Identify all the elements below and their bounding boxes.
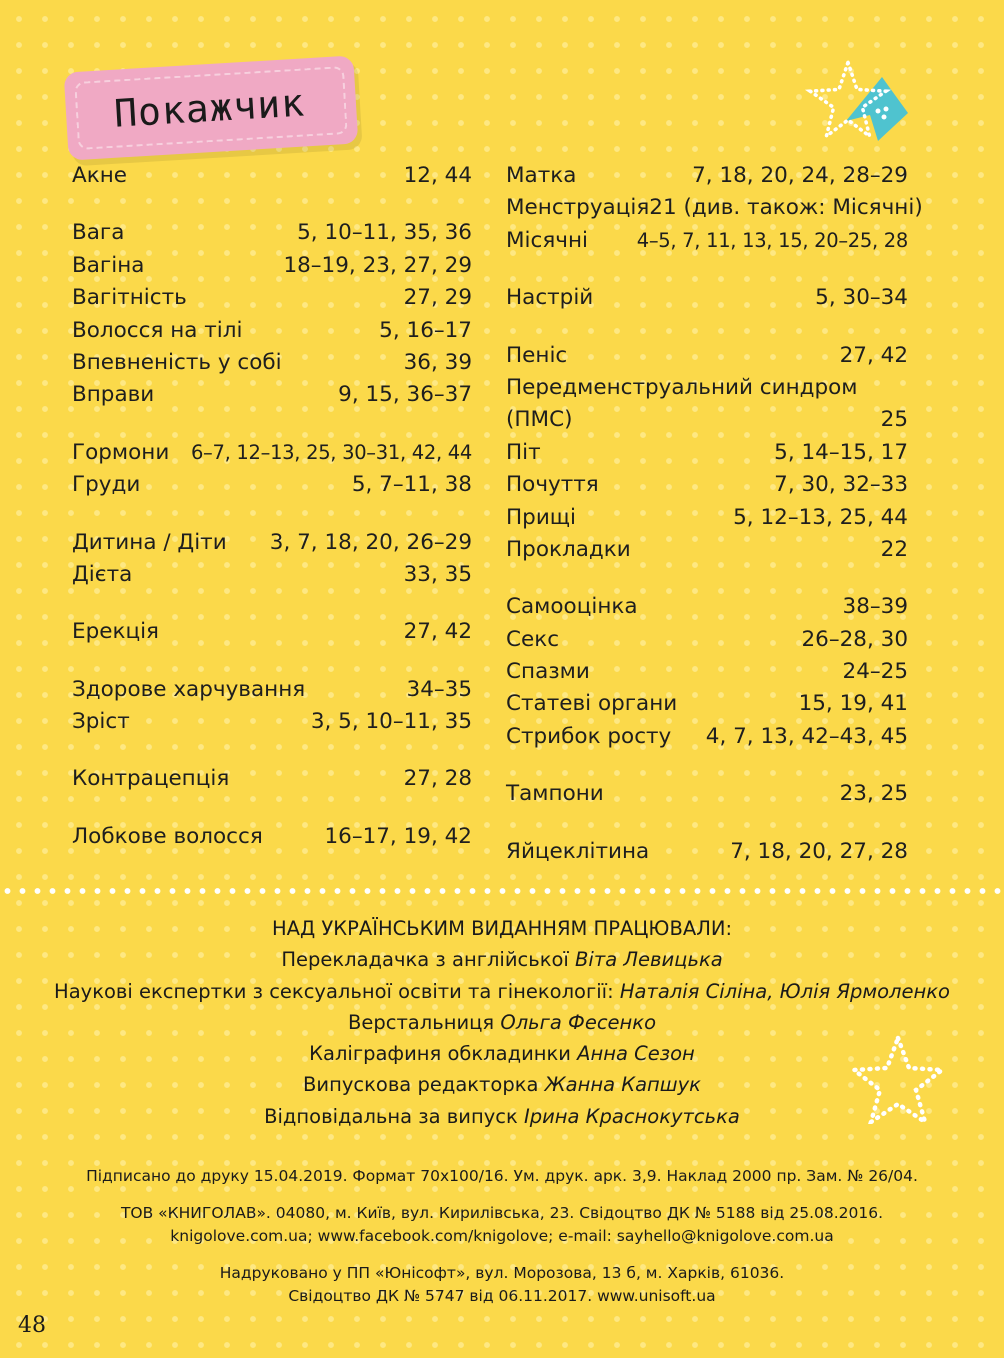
index-pages: 12, 44 bbox=[403, 163, 472, 188]
index-term: Передменструальний синдром bbox=[506, 374, 858, 400]
index-entry bbox=[506, 469, 908, 501]
index-pages: 21 (див. також: Місячні) bbox=[649, 195, 923, 221]
index-group bbox=[72, 160, 472, 192]
credits-block bbox=[0, 913, 1004, 1132]
index-entry bbox=[506, 340, 908, 372]
index-group bbox=[72, 616, 472, 648]
index-pages: 34–35 bbox=[406, 676, 472, 702]
index-pages: 7, 30, 32–33 bbox=[774, 472, 908, 498]
index-entry bbox=[506, 372, 908, 404]
credit-name: Жанна Капшук bbox=[544, 1073, 701, 1097]
index-pages: 26–28, 30 bbox=[801, 626, 908, 652]
index-term: Менструація bbox=[506, 195, 650, 221]
index-term: Волосся на тілі bbox=[72, 317, 243, 343]
imprint-printer-cert-text: Свідоцтво ДК № 5747 від 06.11.2017. www.unisoft.ua bbox=[288, 1287, 716, 1305]
index-entry bbox=[506, 624, 908, 656]
index-term: Груди bbox=[72, 472, 141, 498]
index-term: Гормони bbox=[72, 439, 170, 465]
imprint-signed bbox=[0, 1165, 1004, 1188]
index-term: Зріст bbox=[72, 709, 130, 735]
index-entry bbox=[72, 706, 472, 738]
credits-heading: НАД УКРАЇНСЬКИМ ВИДАННЯМ ПРАЦЮВАЛИ: bbox=[271, 917, 733, 940]
imprint-publisher-text: ТОВ «КНИГОЛАВ». 04080, м. Київ, вул. Кирилівська, 23. Свідоцтво ДК № 5188 від 25.08.2016. bbox=[120, 1204, 884, 1222]
index-pages: 5, 16–17 bbox=[379, 317, 472, 343]
index-term: Впевненість у собі bbox=[72, 349, 282, 375]
index-pages: 15, 19, 41 bbox=[798, 691, 908, 717]
index-term: Спазми bbox=[506, 659, 590, 685]
index-pages: 27, 29 bbox=[403, 285, 472, 311]
index-term: Лобкове волосся bbox=[72, 823, 263, 849]
index-entry bbox=[506, 836, 908, 868]
index-term: Тампони bbox=[506, 781, 604, 807]
credit-line bbox=[0, 1069, 1004, 1100]
index-entry bbox=[72, 315, 472, 347]
index-right-column bbox=[506, 160, 923, 893]
index-group bbox=[506, 282, 908, 314]
index-pages: 27, 42 bbox=[839, 342, 908, 368]
index-term: Піт bbox=[506, 439, 541, 465]
index-term: Дитина / Діти bbox=[72, 529, 227, 555]
index-term: Яйцеклітина bbox=[506, 838, 650, 864]
credit-line bbox=[0, 1007, 1004, 1038]
index-entry bbox=[506, 192, 923, 224]
index-pages: 5, 12–13, 25, 44 bbox=[733, 504, 908, 530]
credit-name: Анна Сезон bbox=[577, 1042, 695, 1066]
index-group bbox=[506, 591, 908, 753]
index-pages: 7, 18, 20, 24, 28–29 bbox=[692, 163, 908, 188]
index-title-tag bbox=[64, 55, 359, 160]
index-pages: 9, 15, 36–37 bbox=[338, 382, 472, 408]
index-term: Матка bbox=[506, 163, 577, 188]
index-term: Секс bbox=[506, 626, 560, 652]
index-pages: 3, 5, 10–11, 35 bbox=[310, 709, 472, 735]
index-group bbox=[72, 217, 472, 411]
index-entry bbox=[72, 469, 472, 501]
index-term: Дієта bbox=[72, 561, 133, 587]
index-entry bbox=[72, 379, 472, 411]
index-entry bbox=[72, 250, 472, 282]
credit-name: Ірина Краснокутська bbox=[523, 1104, 740, 1128]
index-pages: 36, 39 bbox=[403, 349, 472, 375]
index-term: (ПМС) bbox=[506, 407, 573, 433]
dotted-divider bbox=[0, 887, 1004, 895]
index-term: Ерекція bbox=[72, 619, 159, 645]
index-pages: 4–5, 7, 11, 13, 15, 20–25, 28 bbox=[636, 228, 908, 252]
index-group bbox=[506, 160, 923, 257]
index-pages: 4, 7, 13, 42–43, 45 bbox=[705, 723, 908, 749]
index-entry bbox=[506, 656, 908, 688]
index-pages: 27, 42 bbox=[403, 619, 472, 645]
index-term: Вага bbox=[72, 220, 125, 246]
index-entry bbox=[72, 160, 472, 192]
index-group bbox=[72, 763, 472, 795]
imprint-printed-text: Надруковано у ПП «Юнісофт», вул. Морозова, 13 б, м. Харків, 61036. bbox=[219, 1264, 785, 1282]
index-term: Здорове харчування bbox=[72, 676, 306, 702]
index-group bbox=[72, 674, 472, 739]
index-term: Прокладки bbox=[506, 536, 631, 562]
index-group bbox=[506, 778, 908, 810]
index-entry bbox=[72, 527, 472, 559]
index-pages: 25 bbox=[880, 407, 908, 433]
credit-role: Відповідальна за випуск bbox=[264, 1104, 518, 1128]
index-pages: 18–19, 23, 27, 29 bbox=[283, 252, 472, 278]
index-pages: 7, 18, 20, 27, 28 bbox=[730, 838, 908, 864]
credit-line bbox=[0, 1038, 1004, 1069]
credit-role: Каліграфиня обкладинки bbox=[309, 1042, 571, 1066]
index-entry bbox=[72, 821, 472, 853]
index-term: Самооцінка bbox=[506, 594, 638, 620]
index-title: Покажчик bbox=[112, 80, 307, 136]
index-entry bbox=[506, 591, 908, 623]
index-pages: 5, 7–11, 38 bbox=[351, 472, 472, 498]
index-entry bbox=[72, 217, 472, 249]
credit-name: Віта Левицька bbox=[575, 948, 723, 972]
credit-name: Наталія Сіліна, Юлія Ярмоленко bbox=[619, 979, 950, 1003]
index-pages: 5, 30–34 bbox=[815, 285, 908, 311]
index-pages: 33, 35 bbox=[403, 561, 472, 587]
index-entry bbox=[506, 778, 908, 810]
index-pages: 5, 14–15, 17 bbox=[774, 439, 908, 465]
index-term: Місячні bbox=[506, 227, 589, 253]
page-number: 48 bbox=[18, 1313, 46, 1338]
index-entry bbox=[72, 347, 472, 379]
index-group bbox=[506, 340, 908, 567]
index-entry bbox=[506, 225, 908, 257]
index-entry bbox=[506, 437, 908, 469]
credit-role: Верстальниця bbox=[347, 1010, 495, 1034]
imprint-printer bbox=[0, 1262, 1004, 1308]
credit-line bbox=[0, 976, 1004, 1007]
index-term: Пеніс bbox=[506, 342, 568, 368]
index-entry bbox=[506, 688, 908, 720]
index-term: Настрій bbox=[506, 285, 594, 311]
index-pages: 6–7, 12–13, 25, 30–31, 42, 44 bbox=[190, 440, 472, 464]
index-term: Почуття bbox=[506, 472, 599, 498]
index-entry bbox=[72, 674, 472, 706]
index-pages: 5, 10–11, 35, 36 bbox=[297, 220, 472, 246]
index-entry bbox=[506, 534, 908, 566]
credit-role: Наукові експертки з сексуальної освіти та гінекології: bbox=[54, 979, 614, 1003]
star-decoration-top bbox=[800, 55, 930, 155]
credit-role: Випускова редакторка bbox=[303, 1073, 539, 1097]
credit-line bbox=[0, 1101, 1004, 1132]
index-pages: 3, 7, 18, 20, 26–29 bbox=[269, 529, 472, 555]
index-term: Вправи bbox=[72, 382, 155, 408]
index-entry bbox=[506, 282, 908, 314]
index-term: Вагіна bbox=[72, 252, 145, 278]
index-pages: 38–39 bbox=[842, 594, 908, 620]
imprint-contacts-text: knigolove.com.ua; www.facebook.com/knigolove; e-mail: sayhello@knigolove.com.ua bbox=[170, 1227, 834, 1245]
credit-line bbox=[0, 944, 1004, 975]
index-entry bbox=[72, 559, 472, 591]
index-left-column bbox=[72, 160, 472, 878]
index-group bbox=[506, 836, 908, 868]
index-group bbox=[72, 527, 472, 592]
index-term: Акне bbox=[72, 163, 127, 188]
index-term: Статеві органи bbox=[506, 691, 678, 717]
index-entry bbox=[72, 616, 472, 648]
index-group bbox=[72, 437, 472, 502]
index-entry bbox=[72, 437, 472, 469]
index-pages: 22 bbox=[880, 536, 908, 562]
index-entry bbox=[506, 502, 908, 534]
index-term: Прищі bbox=[506, 504, 577, 530]
index-pages: 24–25 bbox=[842, 659, 908, 685]
index-group bbox=[72, 821, 472, 853]
credit-role: Перекладачка з англійської bbox=[281, 948, 569, 972]
imprint-publisher bbox=[0, 1202, 1004, 1248]
index-term: Стрибок росту bbox=[506, 723, 672, 749]
credit-name: Ольга Фесенко bbox=[500, 1010, 657, 1034]
index-pages: 23, 25 bbox=[839, 781, 908, 807]
index-entry bbox=[506, 160, 908, 192]
index-term: Контрацепція bbox=[72, 766, 230, 792]
index-term: Вагітність bbox=[72, 285, 187, 311]
index-entry bbox=[72, 763, 472, 795]
index-entry bbox=[506, 721, 908, 753]
index-entry bbox=[506, 404, 908, 436]
index-entry bbox=[72, 282, 472, 314]
imprint-signed-text: Підписано до друку 15.04.2019. Формат 70х100/16. Ум. друк. арк. 3,9. Наклад 2000 пр. Зам. № 26/04. bbox=[86, 1167, 918, 1185]
index-pages: 27, 28 bbox=[403, 766, 472, 792]
index-pages: 16–17, 19, 42 bbox=[324, 823, 472, 849]
